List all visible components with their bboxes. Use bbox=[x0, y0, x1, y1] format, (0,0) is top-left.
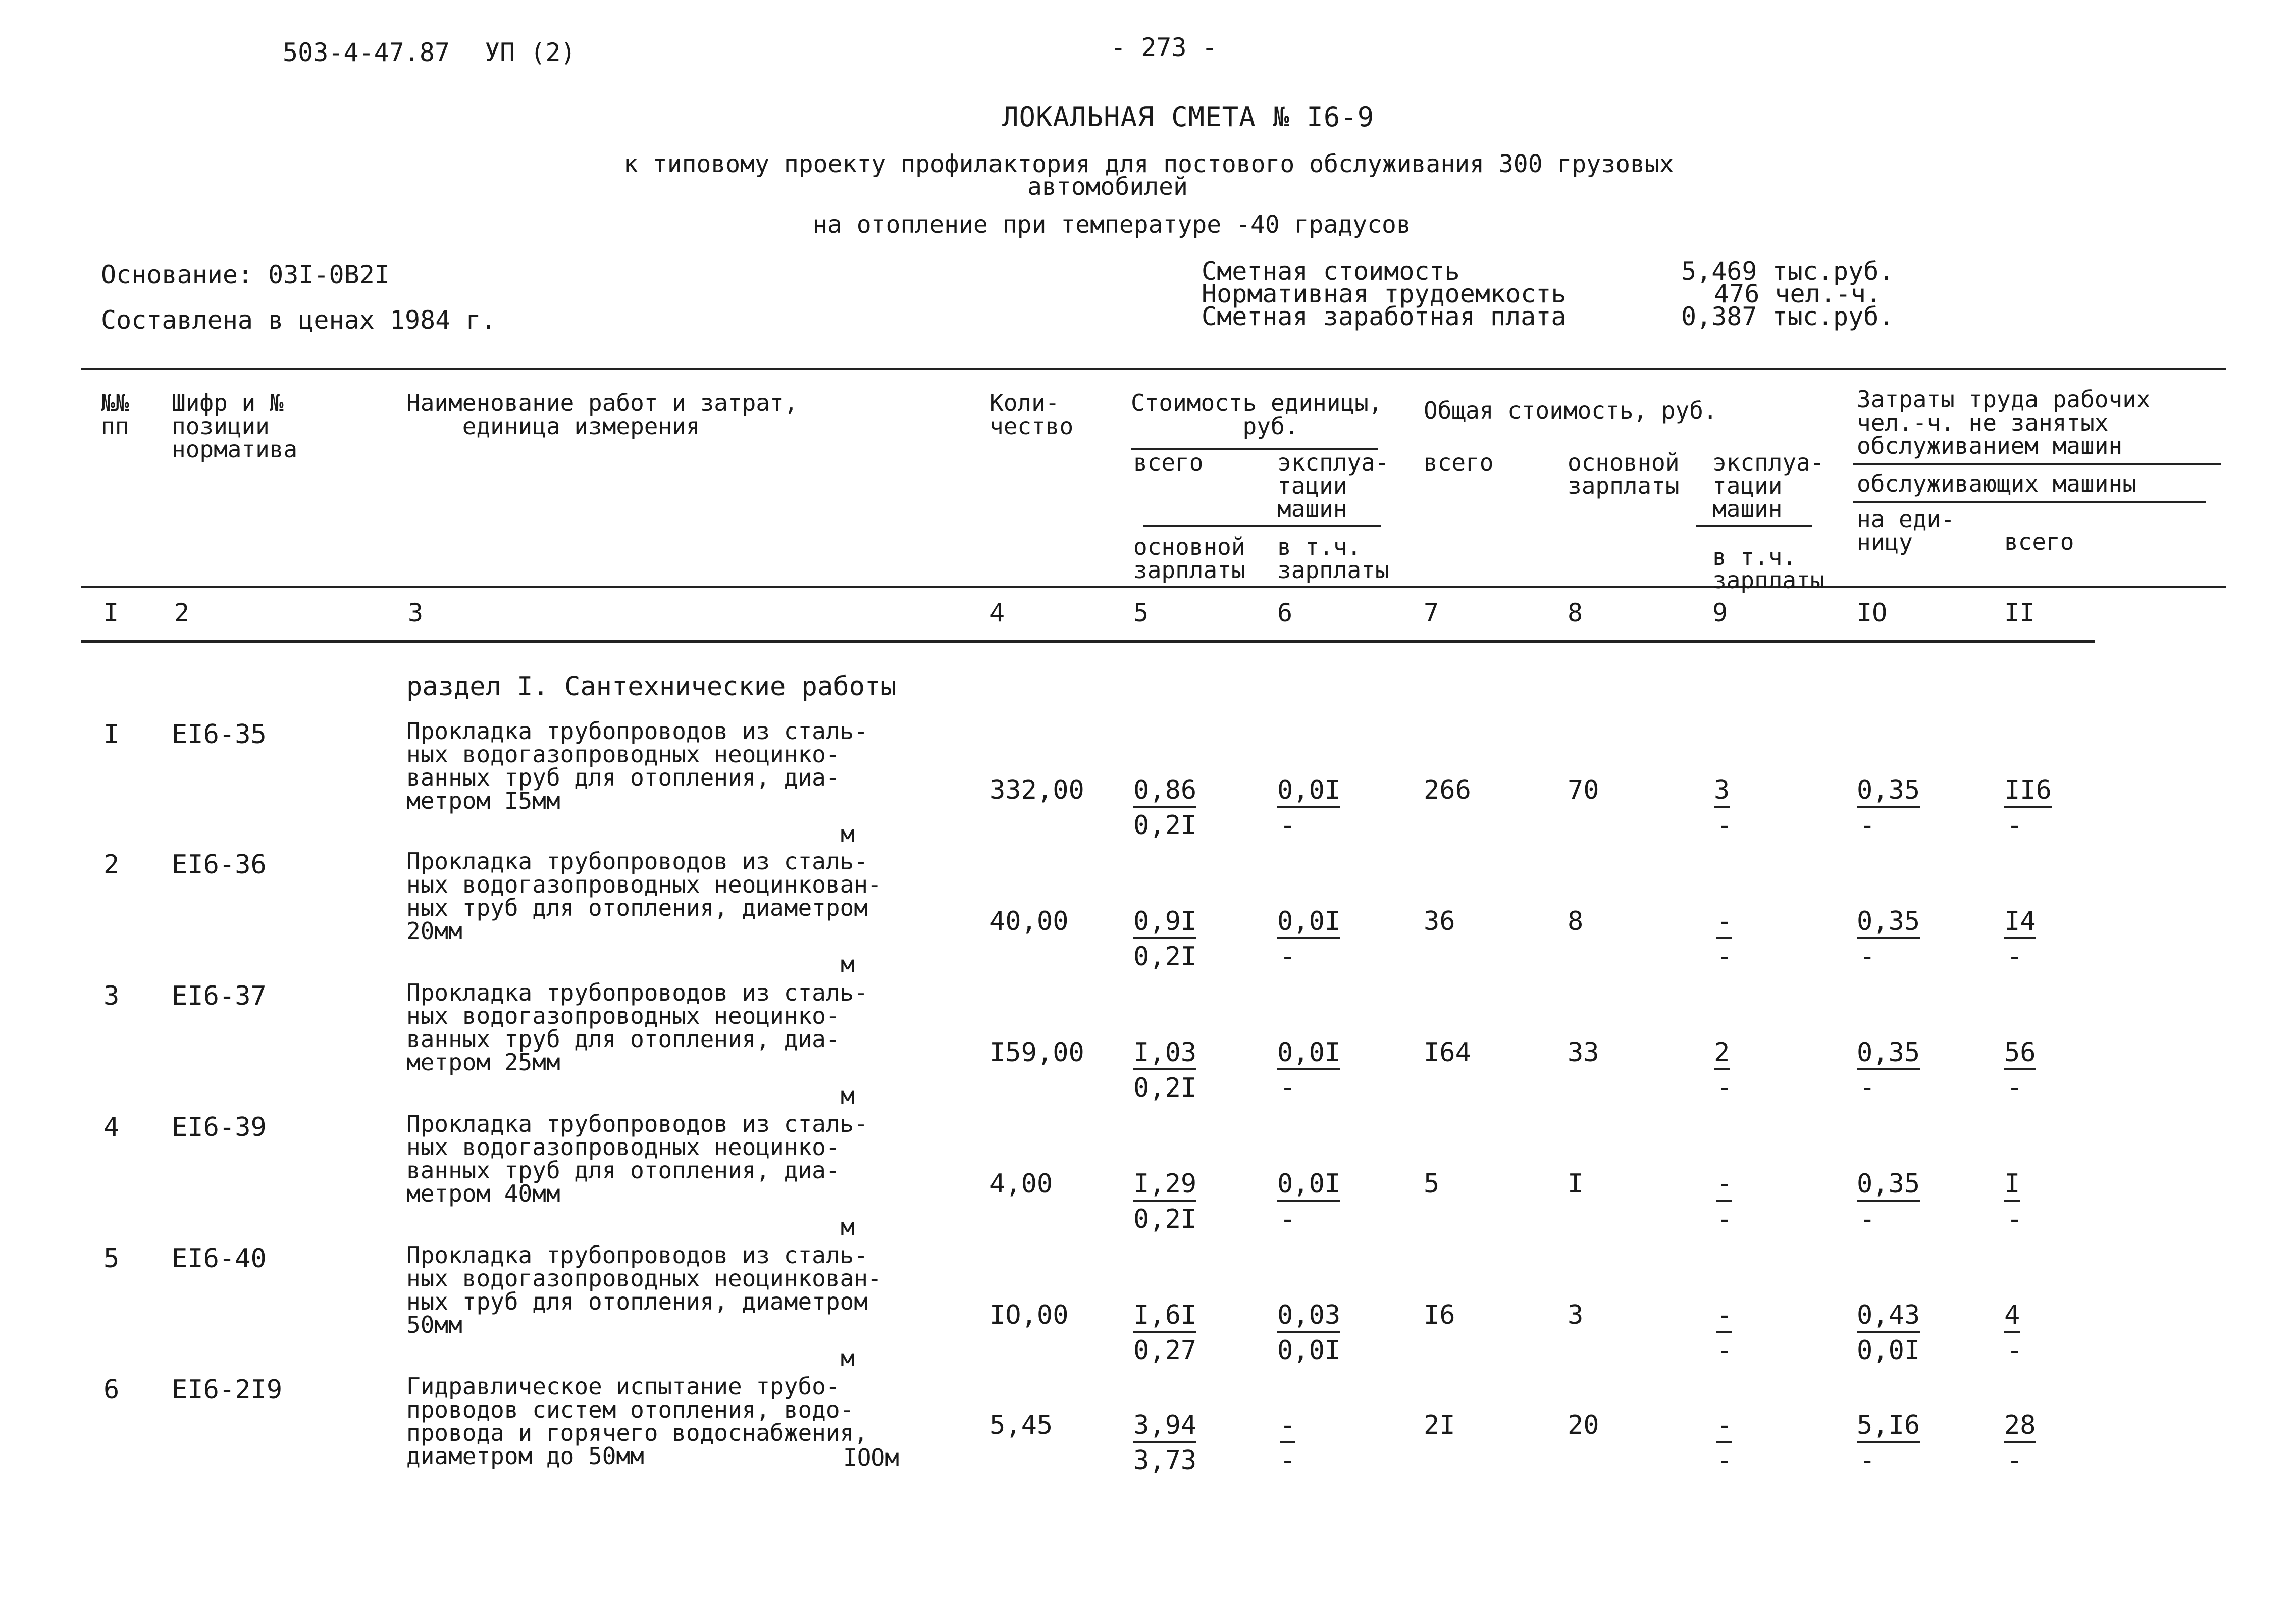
row-2-unit: м bbox=[841, 951, 855, 978]
row-3-labor-total-serv: - bbox=[2007, 1073, 2023, 1103]
row-1-description: Прокладка трубопроводов из сталь- ных водогазопроводных неоцинко- ванных труб для отопления, диа- метром I5мм bbox=[406, 717, 868, 814]
row-6-total: 2I bbox=[1424, 1410, 1455, 1440]
row-2-total: 36 bbox=[1424, 906, 1455, 937]
row-1-labor-unit: 0,35 bbox=[1857, 775, 1920, 808]
section-heading: раздел I. Сантехнические работы bbox=[406, 671, 897, 702]
row-2-total-mach: - bbox=[1716, 906, 1732, 939]
row-4-quantity: 4,00 bbox=[989, 1169, 1053, 1199]
row-5-total-base: 3 bbox=[1568, 1300, 1584, 1330]
row-2-unit-total: 0,9I bbox=[1133, 906, 1196, 939]
row-6-unit-mach-wage: - bbox=[1280, 1445, 1296, 1476]
row-5-description: Прокладка трубопроводов из сталь- ных водогазопроводных неоцинкован- ных труб для отопления, диаметром 50мм bbox=[406, 1241, 882, 1338]
row-5-unit: м bbox=[841, 1344, 855, 1372]
col-header-total-cost: Общая стоимость, руб. bbox=[1424, 397, 1717, 424]
labor-rule-1 bbox=[1853, 463, 2221, 465]
col-header-unit-mach: эксплуа- тации машин bbox=[1277, 449, 1389, 523]
row-2-labor-total-serv: - bbox=[2007, 942, 2023, 972]
row-1-total-base: 70 bbox=[1568, 775, 1599, 805]
row-2-labor-unit-serv: - bbox=[1859, 942, 1875, 972]
col-header-labor-serv: обслуживающих машины bbox=[1857, 470, 2136, 497]
row-3-unit-total: I,03 bbox=[1133, 1037, 1196, 1070]
col-num-9: 9 bbox=[1712, 598, 1728, 628]
row-4-total-mach-wage: - bbox=[1716, 1204, 1733, 1234]
row-5-unit-base: 0,27 bbox=[1133, 1335, 1197, 1366]
row-1-total-mach-wage: - bbox=[1716, 810, 1733, 841]
col-header-code: Шифр и № позиции норматива bbox=[172, 389, 298, 463]
col-header-unit-cost: Стоимость единицы, руб. bbox=[1131, 389, 1383, 440]
row-2-code: EI6-36 bbox=[172, 850, 267, 880]
row-5-labor-unit: 0,43 bbox=[1857, 1300, 1920, 1333]
title-line-2: автомобилей bbox=[1027, 173, 1188, 201]
row-2-labor-unit: 0,35 bbox=[1857, 906, 1920, 939]
labor-rule-2 bbox=[1853, 501, 2206, 503]
col-header-total-mach: эксплуа- тации машин bbox=[1712, 449, 1824, 523]
col-num-6: 6 bbox=[1277, 598, 1293, 628]
row-6-total-mach: - bbox=[1716, 1410, 1732, 1443]
row-6-total-mach-wage: - bbox=[1716, 1445, 1733, 1476]
row-1-labor-unit-serv: - bbox=[1859, 810, 1875, 841]
row-4-total-mach: - bbox=[1716, 1169, 1732, 1202]
row-3-unit-mach: 0,0I bbox=[1277, 1037, 1340, 1070]
row-6-unit-base: 3,73 bbox=[1133, 1445, 1197, 1476]
row-2-total-mach-wage: - bbox=[1716, 942, 1733, 972]
row-3-total-mach-wage: - bbox=[1716, 1073, 1733, 1103]
document-title: ЛОКАЛЬНАЯ СМЕТА № I6-9 bbox=[1002, 101, 1375, 133]
wage-value: 0,387 тыс.руб. bbox=[1681, 302, 1894, 331]
col-num-2: 2 bbox=[174, 598, 190, 628]
col-header-unit-incl: в т.ч. зарплаты bbox=[1277, 533, 1389, 584]
row-4-unit-base: 0,2I bbox=[1133, 1204, 1197, 1234]
col-header-labor: Затраты труда рабочих чел.-ч. не занятых обслуживанием машин bbox=[1857, 386, 2151, 459]
row-5-unit-mach: 0,03 bbox=[1277, 1300, 1340, 1333]
row-3-description: Прокладка трубопроводов из сталь- ных водогазопроводных неоцинко- ванных труб для отопления, диа- метром 25мм bbox=[406, 979, 868, 1076]
row-1-labor-total-serv: - bbox=[2007, 810, 2023, 841]
row-1-code: EI6-35 bbox=[172, 719, 267, 750]
col-num-3: 3 bbox=[408, 598, 424, 628]
row-1-unit-base: 0,2I bbox=[1133, 810, 1197, 841]
row-2-total-base: 8 bbox=[1568, 906, 1584, 937]
row-1-unit: м bbox=[841, 820, 855, 848]
row-3-unit-base: 0,2I bbox=[1133, 1073, 1197, 1103]
row-1-quantity: 332,00 bbox=[989, 775, 1084, 805]
row-4-unit-mach: 0,0I bbox=[1277, 1169, 1340, 1202]
row-5-labor-unit-serv: 0,0I bbox=[1857, 1335, 1920, 1366]
basis: Основание: 03I-0B2I bbox=[101, 260, 390, 289]
col-header-number: №№ пп bbox=[101, 389, 129, 440]
album-code: УП (2) bbox=[485, 38, 576, 67]
cost-label: Сметная стоимость bbox=[1202, 256, 1460, 286]
row-2-unit-base: 0,2I bbox=[1133, 942, 1197, 972]
col-header-quantity: Коли- чество bbox=[989, 389, 1074, 440]
row-2-quantity: 40,00 bbox=[989, 906, 1069, 937]
doc-code: 503-4-47.87 bbox=[283, 38, 450, 67]
table-top-rule bbox=[81, 368, 2226, 370]
row-6-code: EI6-2I9 bbox=[172, 1375, 283, 1405]
col-num-1: I bbox=[103, 598, 119, 628]
row-6-total-base: 20 bbox=[1568, 1410, 1599, 1440]
row-3-unit: м bbox=[841, 1082, 855, 1109]
row-6-unit-total: 3,94 bbox=[1133, 1410, 1196, 1443]
row-3-number: 3 bbox=[103, 981, 120, 1011]
col-num-10: IO bbox=[1857, 598, 1888, 628]
row-2-labor-total: I4 bbox=[2004, 906, 2036, 939]
unit-mach-rule bbox=[1143, 525, 1381, 527]
row-3-labor-unit-serv: - bbox=[1859, 1073, 1875, 1103]
row-3-total-mach: 2 bbox=[1714, 1037, 1730, 1070]
row-4-description: Прокладка трубопроводов из сталь- ных водогазопроводных неоцинко- ванных труб для отопления, диа- метром 40мм bbox=[406, 1110, 868, 1207]
col-header-name: Наименование работ и затрат, единица измерения bbox=[406, 389, 798, 440]
row-5-code: EI6-40 bbox=[172, 1243, 267, 1274]
labor-label: Нормативная трудоемкость bbox=[1202, 279, 1567, 308]
row-4-labor-unit-serv: - bbox=[1859, 1204, 1875, 1234]
col-header-labor-unit: на еди- ницу bbox=[1857, 505, 1955, 556]
row-4-number: 4 bbox=[103, 1112, 120, 1142]
price-basis: Составлена в ценах 1984 г. bbox=[101, 305, 496, 335]
row-6-quantity: 5,45 bbox=[989, 1410, 1053, 1440]
row-4-labor-total: I bbox=[2004, 1169, 2020, 1202]
row-2-number: 2 bbox=[103, 850, 120, 880]
col-num-4: 4 bbox=[989, 598, 1005, 628]
title-line-1: к типовому проекту профилактория для постового обслуживания 300 грузовых bbox=[623, 150, 1674, 178]
row-2-unit-mach-wage: - bbox=[1280, 942, 1296, 972]
page-number: - 273 - bbox=[1111, 33, 1217, 62]
row-4-unit: м bbox=[841, 1213, 855, 1240]
row-4-total-base: I bbox=[1568, 1169, 1584, 1199]
row-2-description: Прокладка трубопроводов из сталь- ных водогазопроводных неоцинкован- ных труб для отопления, диаметром 20мм bbox=[406, 848, 882, 945]
row-3-labor-total: 56 bbox=[2004, 1037, 2036, 1070]
col-header-total-base: основной зарплаты bbox=[1568, 449, 1680, 499]
row-4-unit-total: I,29 bbox=[1133, 1169, 1196, 1202]
col-num-7: 7 bbox=[1424, 598, 1439, 628]
row-5-labor-total: 4 bbox=[2004, 1300, 2020, 1333]
colnum-bottom-rule bbox=[81, 640, 2095, 643]
col-header-unit-total: всего bbox=[1133, 449, 1204, 476]
row-5-total-mach: - bbox=[1716, 1300, 1732, 1333]
row-2-unit-mach: 0,0I bbox=[1277, 906, 1340, 939]
row-6-unit: IOOм bbox=[843, 1444, 899, 1471]
row-4-total: 5 bbox=[1424, 1169, 1440, 1199]
row-3-total: I64 bbox=[1424, 1037, 1471, 1068]
row-6-labor-total-serv: - bbox=[2007, 1445, 2023, 1476]
row-4-labor-total-serv: - bbox=[2007, 1204, 2023, 1234]
row-4-labor-unit: 0,35 bbox=[1857, 1169, 1920, 1202]
row-6-labor-unit-serv: - bbox=[1859, 1445, 1875, 1476]
col-num-8: 8 bbox=[1568, 598, 1583, 628]
wage-label: Сметная заработная плата bbox=[1202, 302, 1567, 331]
row-6-labor-total: 28 bbox=[2004, 1410, 2036, 1443]
row-1-number: I bbox=[103, 719, 120, 750]
col-num-5: 5 bbox=[1133, 598, 1149, 628]
row-4-unit-mach-wage: - bbox=[1280, 1204, 1296, 1234]
row-5-number: 5 bbox=[103, 1243, 120, 1274]
row-3-quantity: I59,00 bbox=[989, 1037, 1084, 1068]
row-3-total-base: 33 bbox=[1568, 1037, 1599, 1068]
cost-value: 5,469 тыс.руб. bbox=[1681, 256, 1894, 286]
row-4-code: EI6-39 bbox=[172, 1112, 267, 1142]
total-mach-rule bbox=[1696, 525, 1812, 527]
row-5-quantity: IO,00 bbox=[989, 1300, 1069, 1330]
row-6-labor-unit: 5,I6 bbox=[1857, 1410, 1920, 1443]
col-header-total-incl: в т.ч. зарплаты bbox=[1712, 543, 1824, 594]
labor-value: 476 чел.-ч. bbox=[1714, 279, 1882, 308]
col-header-unit-base: основной зарплаты bbox=[1133, 533, 1245, 584]
row-6-number: 6 bbox=[103, 1375, 120, 1405]
row-5-unit-total: I,6I bbox=[1133, 1300, 1196, 1333]
row-1-unit-mach: 0,0I bbox=[1277, 775, 1340, 808]
col-header-labor-total: всего bbox=[2004, 528, 2074, 555]
row-1-labor-total: II6 bbox=[2004, 775, 2052, 808]
row-3-unit-mach-wage: - bbox=[1280, 1073, 1296, 1103]
row-3-code: EI6-37 bbox=[172, 981, 267, 1011]
row-1-unit-total: 0,86 bbox=[1133, 775, 1196, 808]
row-5-total: I6 bbox=[1424, 1300, 1455, 1330]
row-6-unit-mach: - bbox=[1280, 1410, 1295, 1443]
row-3-labor-unit: 0,35 bbox=[1857, 1037, 1920, 1070]
row-1-total: 266 bbox=[1424, 775, 1471, 805]
col-header-total-all: всего bbox=[1424, 449, 1494, 476]
row-5-unit-mach-wage: 0,0I bbox=[1277, 1335, 1341, 1366]
row-1-unit-mach-wage: - bbox=[1280, 810, 1296, 841]
title-line-3: на отопление при температуре -40 градусов bbox=[813, 211, 1411, 239]
col-num-11: II bbox=[2004, 598, 2035, 628]
row-1-total-mach: 3 bbox=[1714, 775, 1730, 808]
row-5-total-mach-wage: - bbox=[1716, 1335, 1733, 1366]
row-5-labor-total-serv: - bbox=[2007, 1335, 2023, 1366]
header-bottom-rule bbox=[81, 586, 2226, 588]
row-6-description: Гидравлическое испытание трубо- проводов систем отопления, водо- провода и горячего водоснабжения, диаметром до 50мм bbox=[406, 1373, 868, 1470]
